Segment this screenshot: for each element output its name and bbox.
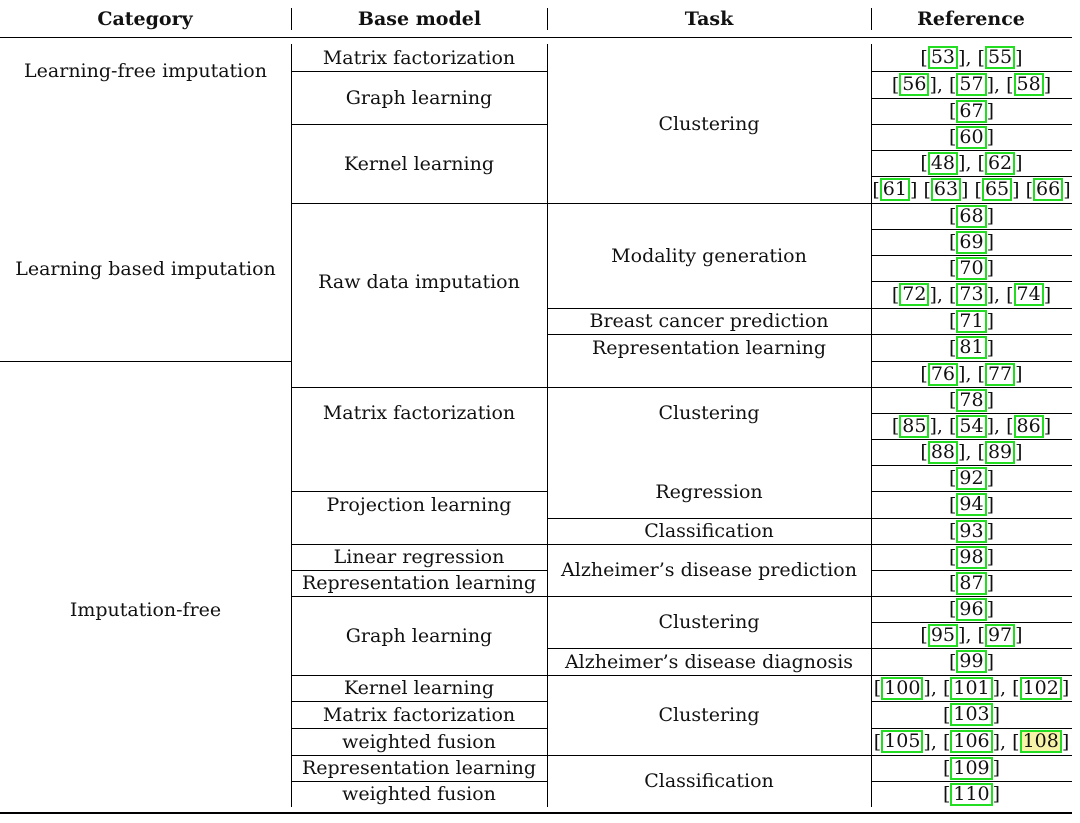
reference-cell: [ 87 ] (948, 571, 995, 594)
reference-cell: [ 85 ], [ 54 ], [ 86 ] (891, 414, 1052, 437)
base-model-cell: Linear regression (333, 546, 505, 568)
reference-cell: [ 99 ] (948, 650, 995, 673)
citation-link[interactable]: 95 (928, 624, 958, 647)
citation-link[interactable]: 77 (985, 363, 1015, 386)
task-cell: Alzheimer’s disease diagnosis (564, 650, 854, 673)
row-separator (0, 361, 291, 362)
reference-cell: [ 96 ] (948, 597, 995, 620)
task-cell: Regression (655, 480, 763, 503)
citation-link[interactable]: 73 (956, 283, 986, 306)
citation-link[interactable]: 99 (956, 650, 986, 673)
citation-link[interactable]: 81 (956, 336, 986, 359)
citation-link[interactable]: 94 (956, 493, 986, 516)
citation-link[interactable]: 48 (928, 152, 958, 175)
citation-link[interactable]: 86 (1014, 415, 1044, 438)
citation-link[interactable]: 55 (985, 46, 1015, 69)
reference-cell: [ 61 ] [ 63 ] [ 65 ] [ 66 ] (872, 178, 1071, 201)
base-model-cell: Matrix factorization (322, 703, 516, 726)
header-separator (871, 8, 872, 30)
category-cell: Imputation-free (69, 598, 222, 621)
citation-link[interactable]: 97 (985, 624, 1015, 647)
reference-cell: [ 78 ] (948, 388, 995, 411)
reference-cell: [ 56 ], [ 57 ], [ 58 ] (891, 73, 1052, 96)
header-task: Task (684, 8, 734, 30)
citation-link[interactable]: 65 (982, 178, 1012, 201)
task-cell: Classification (644, 770, 774, 792)
task-cell: Modality generation (611, 244, 807, 267)
citation-link[interactable]: 58 (1014, 73, 1044, 96)
base-model-cell: Projection learning (326, 493, 512, 516)
reference-cell: [ 94 ] (948, 493, 995, 516)
citation-link[interactable]: 89 (985, 441, 1015, 464)
reference-cell: [ 76 ], [ 77 ] (920, 362, 1023, 385)
citation-link[interactable]: 109 (950, 757, 992, 780)
reference-cell: [ 93 ] (948, 519, 995, 542)
citation-link[interactable]: 54 (956, 415, 986, 438)
base-model-cell: Representation learning (301, 757, 537, 779)
reference-cell: [ 100 ], [ 101 ], [ 102 ] (873, 676, 1070, 699)
header-base-model: Base model (357, 8, 482, 30)
citation-link[interactable]: 74 (1014, 283, 1044, 306)
base-model-cell: weighted fusion (342, 783, 496, 805)
base-model-cell: Raw data imputation (318, 271, 520, 293)
reference-cell: [ 68 ] (948, 204, 995, 227)
base-model-cell: Kernel learning (343, 152, 495, 175)
header-separator (291, 8, 292, 30)
citation-link[interactable]: 56 (899, 73, 929, 96)
citation-link[interactable]: 68 (956, 205, 986, 228)
reference-cell: [ 95 ], [ 97 ] (920, 623, 1023, 646)
citation-link[interactable]: 102 (1020, 677, 1062, 700)
citation-link[interactable]: 93 (956, 520, 986, 543)
reference-cell: [ 60 ] (948, 125, 995, 148)
header-separator (547, 8, 548, 30)
citation-link[interactable]: 53 (928, 46, 958, 69)
base-model-cell: Matrix factorization (322, 402, 516, 424)
citation-link[interactable]: 98 (956, 546, 986, 569)
base-model-cell: Kernel learning (343, 677, 495, 699)
citation-link[interactable]: 88 (928, 441, 958, 464)
reference-cell: [ 71 ] (948, 309, 995, 332)
reference-cell: [ 70 ] (948, 256, 995, 279)
citation-link[interactable]: 71 (956, 310, 986, 333)
reference-cell: [ 67 ] (948, 99, 995, 122)
reference-cell: [ 48 ], [ 62 ] (920, 151, 1023, 174)
reference-cell: [ 109 ] (942, 756, 1001, 779)
reference-cell: [ 92 ] (948, 466, 995, 489)
task-cell: Alzheimer’s disease prediction (561, 559, 857, 581)
header-reference: Reference (917, 8, 1025, 30)
citation-link[interactable]: 62 (985, 152, 1015, 175)
task-cell: Clustering (658, 611, 760, 633)
header-category: Category (97, 8, 193, 30)
citation-link[interactable]: 87 (956, 572, 986, 595)
reference-cell: [ 110 ] (942, 782, 1001, 805)
citation-link[interactable]: 105 (881, 730, 923, 753)
citation-link[interactable]: 63 (931, 178, 961, 201)
citation-link[interactable]: 60 (956, 126, 986, 149)
category-cell: Learning-free imputation (24, 60, 267, 82)
reference-cell: [ 72 ], [ 73 ], [ 74 ] (891, 283, 1052, 306)
task-cell: Breast cancer prediction (589, 310, 829, 332)
task-cell: Representation learning (591, 336, 827, 359)
bottom-rule (0, 812, 1072, 814)
citation-link[interactable]: 92 (956, 467, 986, 490)
reference-cell: [ 81 ] (948, 336, 995, 359)
citation-link[interactable]: 78 (956, 389, 986, 412)
citation-link[interactable]: 100 (881, 677, 923, 700)
citation-link[interactable]: 103 (950, 703, 992, 726)
citation-link[interactable]: 70 (956, 257, 986, 280)
citation-link[interactable]: 85 (899, 415, 929, 438)
citation-link[interactable]: 101 (950, 677, 992, 700)
citation-link[interactable]: 76 (928, 363, 958, 386)
citation-link[interactable]: 69 (956, 231, 986, 254)
reference-cell: [ 69 ] (948, 230, 995, 253)
reference-cell: [ 105 ], [ 106 ], [ 108 ] (873, 730, 1070, 753)
reference-cell: [ 103 ] (942, 703, 1001, 726)
base-model-cell: weighted fusion (342, 730, 496, 753)
citation-link[interactable]: 96 (956, 598, 986, 621)
base-model-cell: Matrix factorization (322, 46, 516, 69)
citation-link[interactable]: 57 (956, 73, 986, 96)
citation-link[interactable]: 72 (899, 283, 929, 306)
citation-link[interactable]: 61 (880, 178, 910, 201)
citation-link[interactable]: 66 (1033, 178, 1063, 201)
citation-link[interactable]: 106 (950, 730, 992, 753)
citation-link[interactable]: 110 (950, 783, 992, 806)
base-model-cell: Representation learning (301, 572, 537, 594)
task-cell: Classification (644, 520, 774, 542)
category-cell: Learning based imputation (15, 257, 276, 280)
task-cell: Clustering (658, 402, 760, 424)
reference-cell: [ 88 ], [ 89 ] (920, 440, 1023, 463)
task-cell: Clustering (658, 112, 760, 135)
citation-link[interactable]: 108 (1020, 730, 1062, 753)
top-rule (0, 37, 1072, 38)
reference-cell: [ 53 ], [ 55 ] (920, 46, 1023, 69)
task-cell: Clustering (658, 704, 760, 726)
base-model-cell: Graph learning (345, 86, 493, 109)
reference-cell: [ 98 ] (948, 545, 995, 568)
base-model-cell: Graph learning (345, 624, 493, 647)
citation-link[interactable]: 67 (956, 100, 986, 123)
